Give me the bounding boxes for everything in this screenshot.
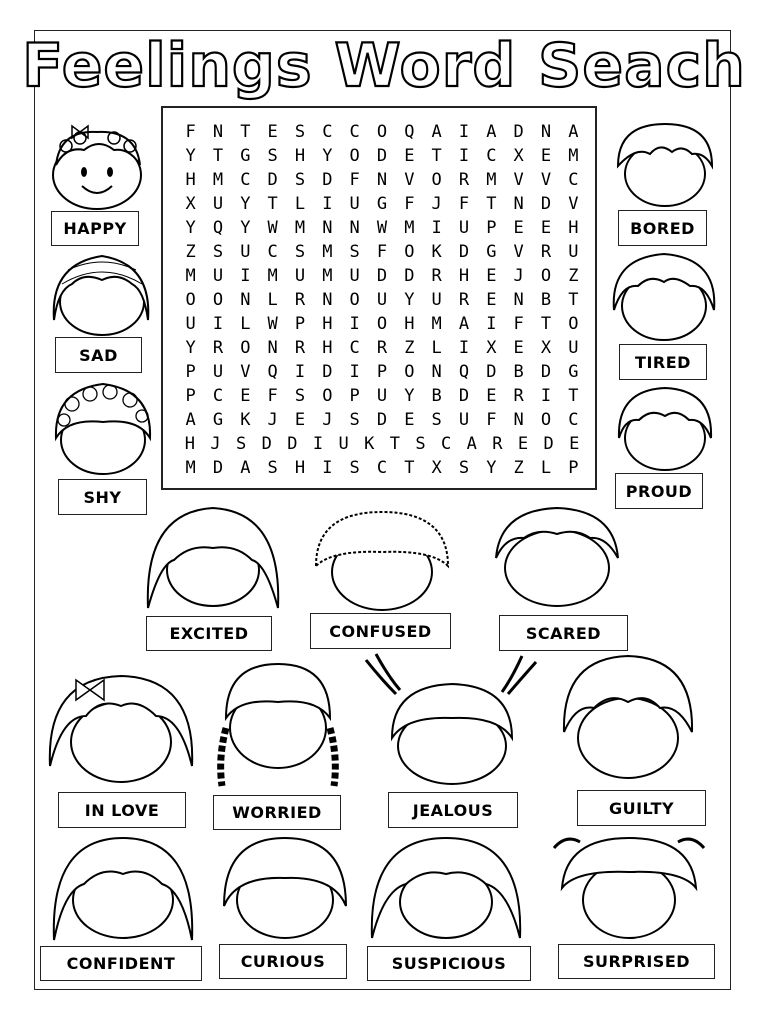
grid-letter: E — [540, 218, 552, 238]
grid-letter: G — [486, 242, 497, 262]
grid-letter: N — [513, 194, 524, 214]
grid-letter: A — [486, 122, 497, 142]
grid-row — [177, 240, 587, 264]
grid-letter: B — [513, 362, 524, 382]
grid-letter: C — [376, 458, 388, 478]
grid-letter: Z — [513, 458, 524, 478]
grid-letter: H — [322, 314, 333, 334]
grid-letter: I — [540, 386, 552, 406]
grid-letter: V — [240, 362, 251, 382]
page-title: Feelings Word Seach — [22, 31, 746, 101]
grid-row — [177, 168, 587, 192]
grid-letter: D — [287, 434, 298, 454]
grid-letter: E — [486, 266, 497, 286]
grid-letter: H — [458, 266, 470, 286]
grid-letter: Y — [322, 146, 333, 166]
grid-letter: P — [185, 386, 196, 406]
grid-letter: L — [540, 458, 552, 478]
label-confused: CONFUSED — [310, 613, 451, 649]
grid-letter: D — [540, 362, 552, 382]
label-confident: CONFIDENT — [40, 946, 202, 981]
grid-letter: C — [212, 386, 224, 406]
grid-letter: G — [212, 410, 224, 430]
grid-letter: P — [185, 362, 196, 382]
shy-face-illustration — [50, 378, 156, 482]
grid-letter: G — [240, 146, 251, 166]
grid-letter: A — [568, 122, 579, 142]
grid-letter: V — [513, 242, 524, 262]
grid-letter: R — [212, 338, 224, 358]
grid-letter: N — [322, 290, 333, 310]
grid-letter: N — [322, 218, 333, 238]
grid-letter: T — [540, 314, 552, 334]
grid-letter: U — [458, 218, 470, 238]
grid-letter: R — [376, 338, 388, 358]
word-search-grid — [161, 106, 597, 490]
grid-letter: S — [294, 386, 306, 406]
grid-letter: F — [376, 242, 388, 262]
grid-letter: C — [240, 170, 251, 190]
grid-letter: C — [322, 122, 333, 142]
label-worried: WORRIED — [213, 795, 341, 830]
grid-letter: D — [376, 410, 388, 430]
grid-letter: D — [376, 266, 388, 286]
grid-letter: S — [294, 242, 306, 262]
tired-face-illustration — [610, 250, 718, 348]
grid-letter: A — [466, 434, 477, 454]
grid-letter: R — [431, 266, 442, 286]
grid-letter: Y — [185, 218, 196, 238]
grid-letter: P — [294, 314, 306, 334]
grid-letter: V — [513, 170, 524, 190]
grid-letter: A — [185, 410, 196, 430]
grid-letter: U — [212, 266, 224, 286]
grid-letter: O — [376, 314, 388, 334]
grid-letter: U — [212, 362, 224, 382]
grid-letter: A — [458, 314, 470, 334]
excited-face-illustration — [144, 504, 282, 616]
label-sad: SAD — [55, 337, 142, 373]
grid-letter: R — [540, 242, 552, 262]
grid-letter: E — [513, 218, 524, 238]
grid-letter: M — [212, 170, 224, 190]
grid-letter: O — [431, 170, 442, 190]
grid-row — [177, 120, 587, 144]
suspicious-face-illustration — [368, 832, 524, 948]
grid-letter: R — [294, 290, 306, 310]
grid-letter: K — [364, 434, 375, 454]
grid-letter: M — [294, 218, 306, 238]
grid-letter: I — [349, 314, 360, 334]
grid-letter: M — [431, 314, 442, 334]
grid-letter: H — [294, 458, 306, 478]
grid-letter: S — [349, 410, 360, 430]
grid-letter: T — [568, 386, 579, 406]
grid-letter: N — [431, 362, 442, 382]
grid-letter: Y — [240, 194, 251, 214]
grid-letter: X — [185, 194, 196, 214]
happy-face-illustration — [44, 120, 150, 216]
grid-letter: I — [294, 362, 306, 382]
grid-letter: B — [431, 386, 442, 406]
grid-letter: Q — [267, 362, 278, 382]
label-curious: CURIOUS — [219, 944, 347, 979]
grid-letter: T — [267, 194, 278, 214]
surprised-face-illustration — [552, 828, 706, 946]
grid-letter: C — [349, 338, 360, 358]
grid-letter: I — [458, 122, 470, 142]
grid-letter: U — [568, 242, 579, 262]
label-tired: TIRED — [619, 344, 707, 380]
grid-letter: M — [322, 266, 333, 286]
grid-letter: D — [376, 146, 388, 166]
grid-letter: Z — [568, 266, 579, 286]
grid-letter: V — [568, 194, 579, 214]
grid-letter: A — [431, 122, 442, 142]
grid-letter: R — [458, 290, 470, 310]
grid-letter: E — [486, 290, 497, 310]
grid-letter: O — [349, 290, 360, 310]
grid-letter: U — [458, 410, 470, 430]
grid-letter: F — [513, 314, 524, 334]
grid-letter: I — [458, 338, 470, 358]
grid-letter: L — [267, 290, 278, 310]
grid-letter: U — [349, 266, 360, 286]
grid-letter: T — [404, 458, 415, 478]
grid-letter: F — [349, 170, 360, 190]
grid-letter: I — [349, 362, 360, 382]
grid-letter: J — [210, 434, 221, 454]
grid-letter: E — [240, 386, 251, 406]
grid-letter: O — [240, 338, 251, 358]
grid-row — [177, 336, 587, 360]
grid-letter: F — [267, 386, 278, 406]
grid-letter: I — [312, 434, 324, 454]
grid-row — [177, 408, 587, 432]
grid-letter: H — [404, 314, 415, 334]
grid-letter: D — [267, 170, 278, 190]
grid-letter: C — [349, 122, 360, 142]
grid-letter: E — [540, 146, 552, 166]
grid-letter: D — [404, 266, 415, 286]
grid-letter: O — [212, 290, 224, 310]
label-surprised: SURPRISED — [558, 944, 715, 979]
grid-letter: Y — [486, 458, 497, 478]
grid-letter: M — [185, 458, 196, 478]
grid-letter: C — [568, 410, 579, 430]
grid-letter: X — [540, 338, 552, 358]
grid-letter: O — [349, 146, 360, 166]
grid-letter: U — [431, 290, 442, 310]
grid-letter: D — [212, 458, 224, 478]
grid-letter: P — [376, 362, 388, 382]
grid-row — [177, 312, 587, 336]
grid-letter: X — [431, 458, 442, 478]
grid-letter: F — [404, 194, 415, 214]
grid-letter: O — [404, 242, 415, 262]
grid-letter: I — [240, 266, 251, 286]
grid-letter: U — [568, 338, 579, 358]
label-jealous: JEALOUS — [388, 792, 518, 828]
grid-letter: C — [486, 146, 497, 166]
grid-letter: O — [185, 290, 196, 310]
grid-letter: L — [294, 194, 306, 214]
grid-letter: O — [376, 122, 388, 142]
grid-row — [177, 288, 587, 312]
grid-letter: Y — [404, 386, 415, 406]
grid-letter: U — [294, 266, 306, 286]
grid-letter: P — [486, 218, 497, 238]
grid-letter: N — [349, 218, 360, 238]
grid-letter: D — [458, 242, 470, 262]
grid-letter: P — [568, 458, 579, 478]
grid-letter: T — [389, 434, 400, 454]
label-suspicious: SUSPICIOUS — [367, 946, 531, 981]
grid-letter: U — [349, 194, 360, 214]
grid-letter: I — [486, 314, 497, 334]
scared-face-illustration — [490, 502, 624, 614]
grid-letter: O — [568, 314, 579, 334]
grid-letter: Z — [185, 242, 196, 262]
grid-letter: P — [349, 386, 360, 406]
grid-letter: W — [376, 218, 388, 238]
in-love-face-illustration — [46, 656, 196, 794]
grid-letter: M — [185, 266, 196, 286]
grid-letter: Z — [404, 338, 415, 358]
grid-letter: C — [440, 434, 452, 454]
grid-letter: L — [431, 338, 442, 358]
grid-letter: R — [513, 386, 524, 406]
grid-letter: H — [322, 338, 333, 358]
grid-letter: S — [458, 458, 470, 478]
grid-letter: I — [322, 194, 333, 214]
grid-letter: F — [458, 194, 470, 214]
grid-letter: U — [212, 194, 224, 214]
grid-letter: N — [540, 122, 552, 142]
grid-letter: M — [568, 146, 579, 166]
grid-letter: I — [458, 146, 470, 166]
grid-letter: E — [267, 122, 278, 142]
bored-face-illustration — [612, 118, 718, 214]
grid-letter: S — [349, 458, 360, 478]
grid-letter: J — [267, 410, 278, 430]
grid-letter: D — [322, 362, 333, 382]
grid-letter: N — [267, 338, 278, 358]
grid-letter: I — [431, 218, 442, 238]
guilty-face-illustration — [560, 652, 696, 788]
grid-letter: X — [513, 146, 524, 166]
grid-row — [177, 456, 587, 480]
grid-letter: I — [212, 314, 224, 334]
confused-face-illustration — [312, 506, 452, 616]
grid-letter: J — [513, 266, 524, 286]
grid-letter: M — [322, 242, 333, 262]
grid-letter: D — [540, 194, 552, 214]
grid-letter: U — [376, 290, 388, 310]
grid-letter: M — [404, 218, 415, 238]
sad-face-illustration — [48, 250, 156, 344]
grid-letter: R — [294, 338, 306, 358]
label-scared: SCARED — [499, 615, 628, 651]
grid-letter: E — [513, 338, 524, 358]
grid-letter: E — [569, 434, 580, 454]
grid-letter: A — [240, 458, 251, 478]
grid-row — [177, 144, 587, 168]
grid-row — [177, 432, 587, 456]
grid-letter: L — [240, 314, 251, 334]
label-guilty: GUILTY — [577, 790, 706, 826]
label-bored: BORED — [618, 210, 707, 246]
grid-letter: S — [415, 434, 426, 454]
grid-letter: Y — [240, 218, 251, 238]
grid-letter: R — [492, 434, 503, 454]
grid-letter: S — [235, 434, 247, 454]
grid-letter: W — [267, 314, 278, 334]
grid-letter: U — [185, 314, 196, 334]
label-shy: SHY — [58, 479, 147, 515]
grid-letter: O — [540, 410, 552, 430]
grid-letter: N — [513, 290, 524, 310]
grid-letter: U — [376, 386, 388, 406]
grid-letter: S — [431, 410, 442, 430]
grid-letter: O — [404, 362, 415, 382]
grid-letter: G — [376, 194, 388, 214]
grid-letter: V — [540, 170, 552, 190]
grid-letter: T — [486, 194, 497, 214]
grid-letter: E — [294, 410, 306, 430]
grid-letter: J — [431, 194, 442, 214]
grid-row — [177, 192, 587, 216]
grid-letter: Q — [458, 362, 470, 382]
grid-letter: K — [431, 242, 442, 262]
grid-letter: U — [338, 434, 349, 454]
grid-letter: Y — [185, 146, 196, 166]
grid-letter: J — [322, 410, 333, 430]
grid-letter: C — [568, 170, 579, 190]
curious-face-illustration — [220, 834, 350, 946]
label-excited: EXCITED — [146, 616, 272, 651]
grid-letter: S — [267, 146, 278, 166]
grid-letter: S — [294, 170, 306, 190]
grid-letter: N — [212, 122, 224, 142]
grid-row — [177, 216, 587, 240]
grid-letter: I — [322, 458, 333, 478]
grid-letter: N — [240, 290, 251, 310]
grid-letter: X — [486, 338, 497, 358]
grid-letter: H — [568, 218, 579, 238]
grid-row — [177, 384, 587, 408]
grid-letter: S — [349, 242, 360, 262]
jealous-face-illustration — [362, 650, 542, 794]
grid-letter: G — [568, 362, 579, 382]
grid-letter: N — [376, 170, 388, 190]
grid-letter: K — [240, 410, 251, 430]
grid-row — [177, 264, 587, 288]
grid-letter: F — [185, 122, 196, 142]
grid-letter: E — [486, 386, 497, 406]
confident-face-illustration — [50, 834, 196, 948]
grid-letter: D — [261, 434, 272, 454]
grid-letter: E — [517, 434, 529, 454]
grid-letter: F — [486, 410, 497, 430]
grid-letter: T — [212, 146, 224, 166]
grid-letter: U — [240, 242, 251, 262]
grid-letter: Q — [404, 122, 415, 142]
grid-letter: D — [486, 362, 497, 382]
grid-letter: T — [240, 122, 251, 142]
grid-letter: Y — [185, 338, 196, 358]
grid-letter: S — [294, 122, 306, 142]
grid-letter: D — [543, 434, 554, 454]
grid-letter: O — [322, 386, 333, 406]
grid-letter: R — [458, 170, 470, 190]
grid-letter: T — [568, 290, 579, 310]
grid-letter: N — [513, 410, 524, 430]
grid-letter: Y — [404, 290, 415, 310]
proud-face-illustration — [613, 382, 717, 478]
worried-face-illustration — [208, 658, 348, 796]
grid-letter: D — [513, 122, 524, 142]
grid-letter: O — [540, 266, 552, 286]
grid-letter: H — [294, 146, 306, 166]
grid-row — [177, 360, 587, 384]
grid-letter: H — [185, 170, 196, 190]
grid-letter: D — [322, 170, 333, 190]
grid-letter: S — [267, 458, 278, 478]
grid-letter: M — [486, 170, 497, 190]
grid-letter: H — [184, 434, 195, 454]
grid-letter: B — [540, 290, 552, 310]
grid-letter: E — [404, 410, 415, 430]
grid-letter: S — [212, 242, 224, 262]
grid-letter: C — [267, 242, 278, 262]
grid-letter: D — [458, 386, 470, 406]
label-in-love: IN LOVE — [58, 792, 186, 828]
grid-letter: T — [431, 146, 442, 166]
grid-letter: Q — [212, 218, 224, 238]
grid-letter: E — [404, 146, 415, 166]
grid-letter: W — [267, 218, 278, 238]
grid-letter: M — [267, 266, 278, 286]
label-happy: HAPPY — [51, 211, 139, 246]
grid-letter: V — [404, 170, 415, 190]
label-proud: PROUD — [615, 473, 703, 509]
